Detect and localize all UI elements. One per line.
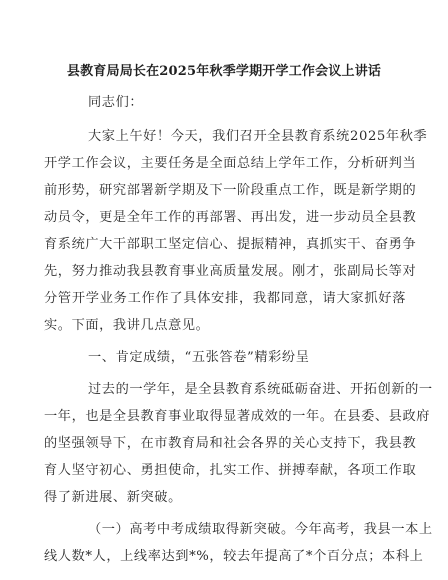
paragraph-line: 动员令，更是全年工作的再部署、再出发，进一步动员全县教 xyxy=(44,210,417,225)
subsection-line: （一）高考中考成绩取得新突破。今年高考，我县一本上 xyxy=(88,522,433,537)
paragraph-line: 的坚强领导下，在市教育局和社会各界的关心支持下，我县教 xyxy=(44,436,417,451)
section-heading: 一、肯定成绩，“五张答卷”精彩纷呈 xyxy=(88,350,310,365)
paragraph-line: 过去的一学年，是全县教育系统砥砺奋进、开拓创新的一 xyxy=(88,382,433,397)
paragraph-line: 分管开学业务工作作了具体安排，我都同意，请大家抓好落 xyxy=(44,291,406,306)
paragraph-line: 大家上午好！今天，我们召开全县教育系统2025年秋季 xyxy=(88,129,428,144)
paragraph-line: 育人坚守初心、勇担使命，扎实工作、拼搏奉献，各项工作取 xyxy=(44,463,417,478)
paragraph-line: 先，努力推动我县教育事业高质量发展。刚才，张副局长等对 xyxy=(44,264,417,279)
paragraph-line: 开学工作会议，主要任务是全面总结上学年工作，分析研判当 xyxy=(44,156,417,171)
paragraph-line: 前形势，研究部署新学期及下一阶段重点工作，既是新学期的 xyxy=(44,183,417,198)
salutation: 同志们： xyxy=(88,95,144,110)
paragraph-line: 一年，也是全县教育事业取得显著成效的一年。在县委、县政府 xyxy=(44,409,431,424)
paragraph-line: 育系统广大干部职工坚定信心、提振精神，真抓实干、奋勇争 xyxy=(44,237,417,252)
paragraph-line: 线人数*人，上线率达到*%，较去年提高了*个百分点；本科上 xyxy=(44,549,424,564)
paragraph-line: 得了新进展、新突破。 xyxy=(44,490,182,505)
paragraph-line: 实。下面，我讲几点意见。 xyxy=(44,318,210,333)
document-title: 县教育局局长在2025年秋季学期开学工作会议上讲话 xyxy=(66,64,382,79)
